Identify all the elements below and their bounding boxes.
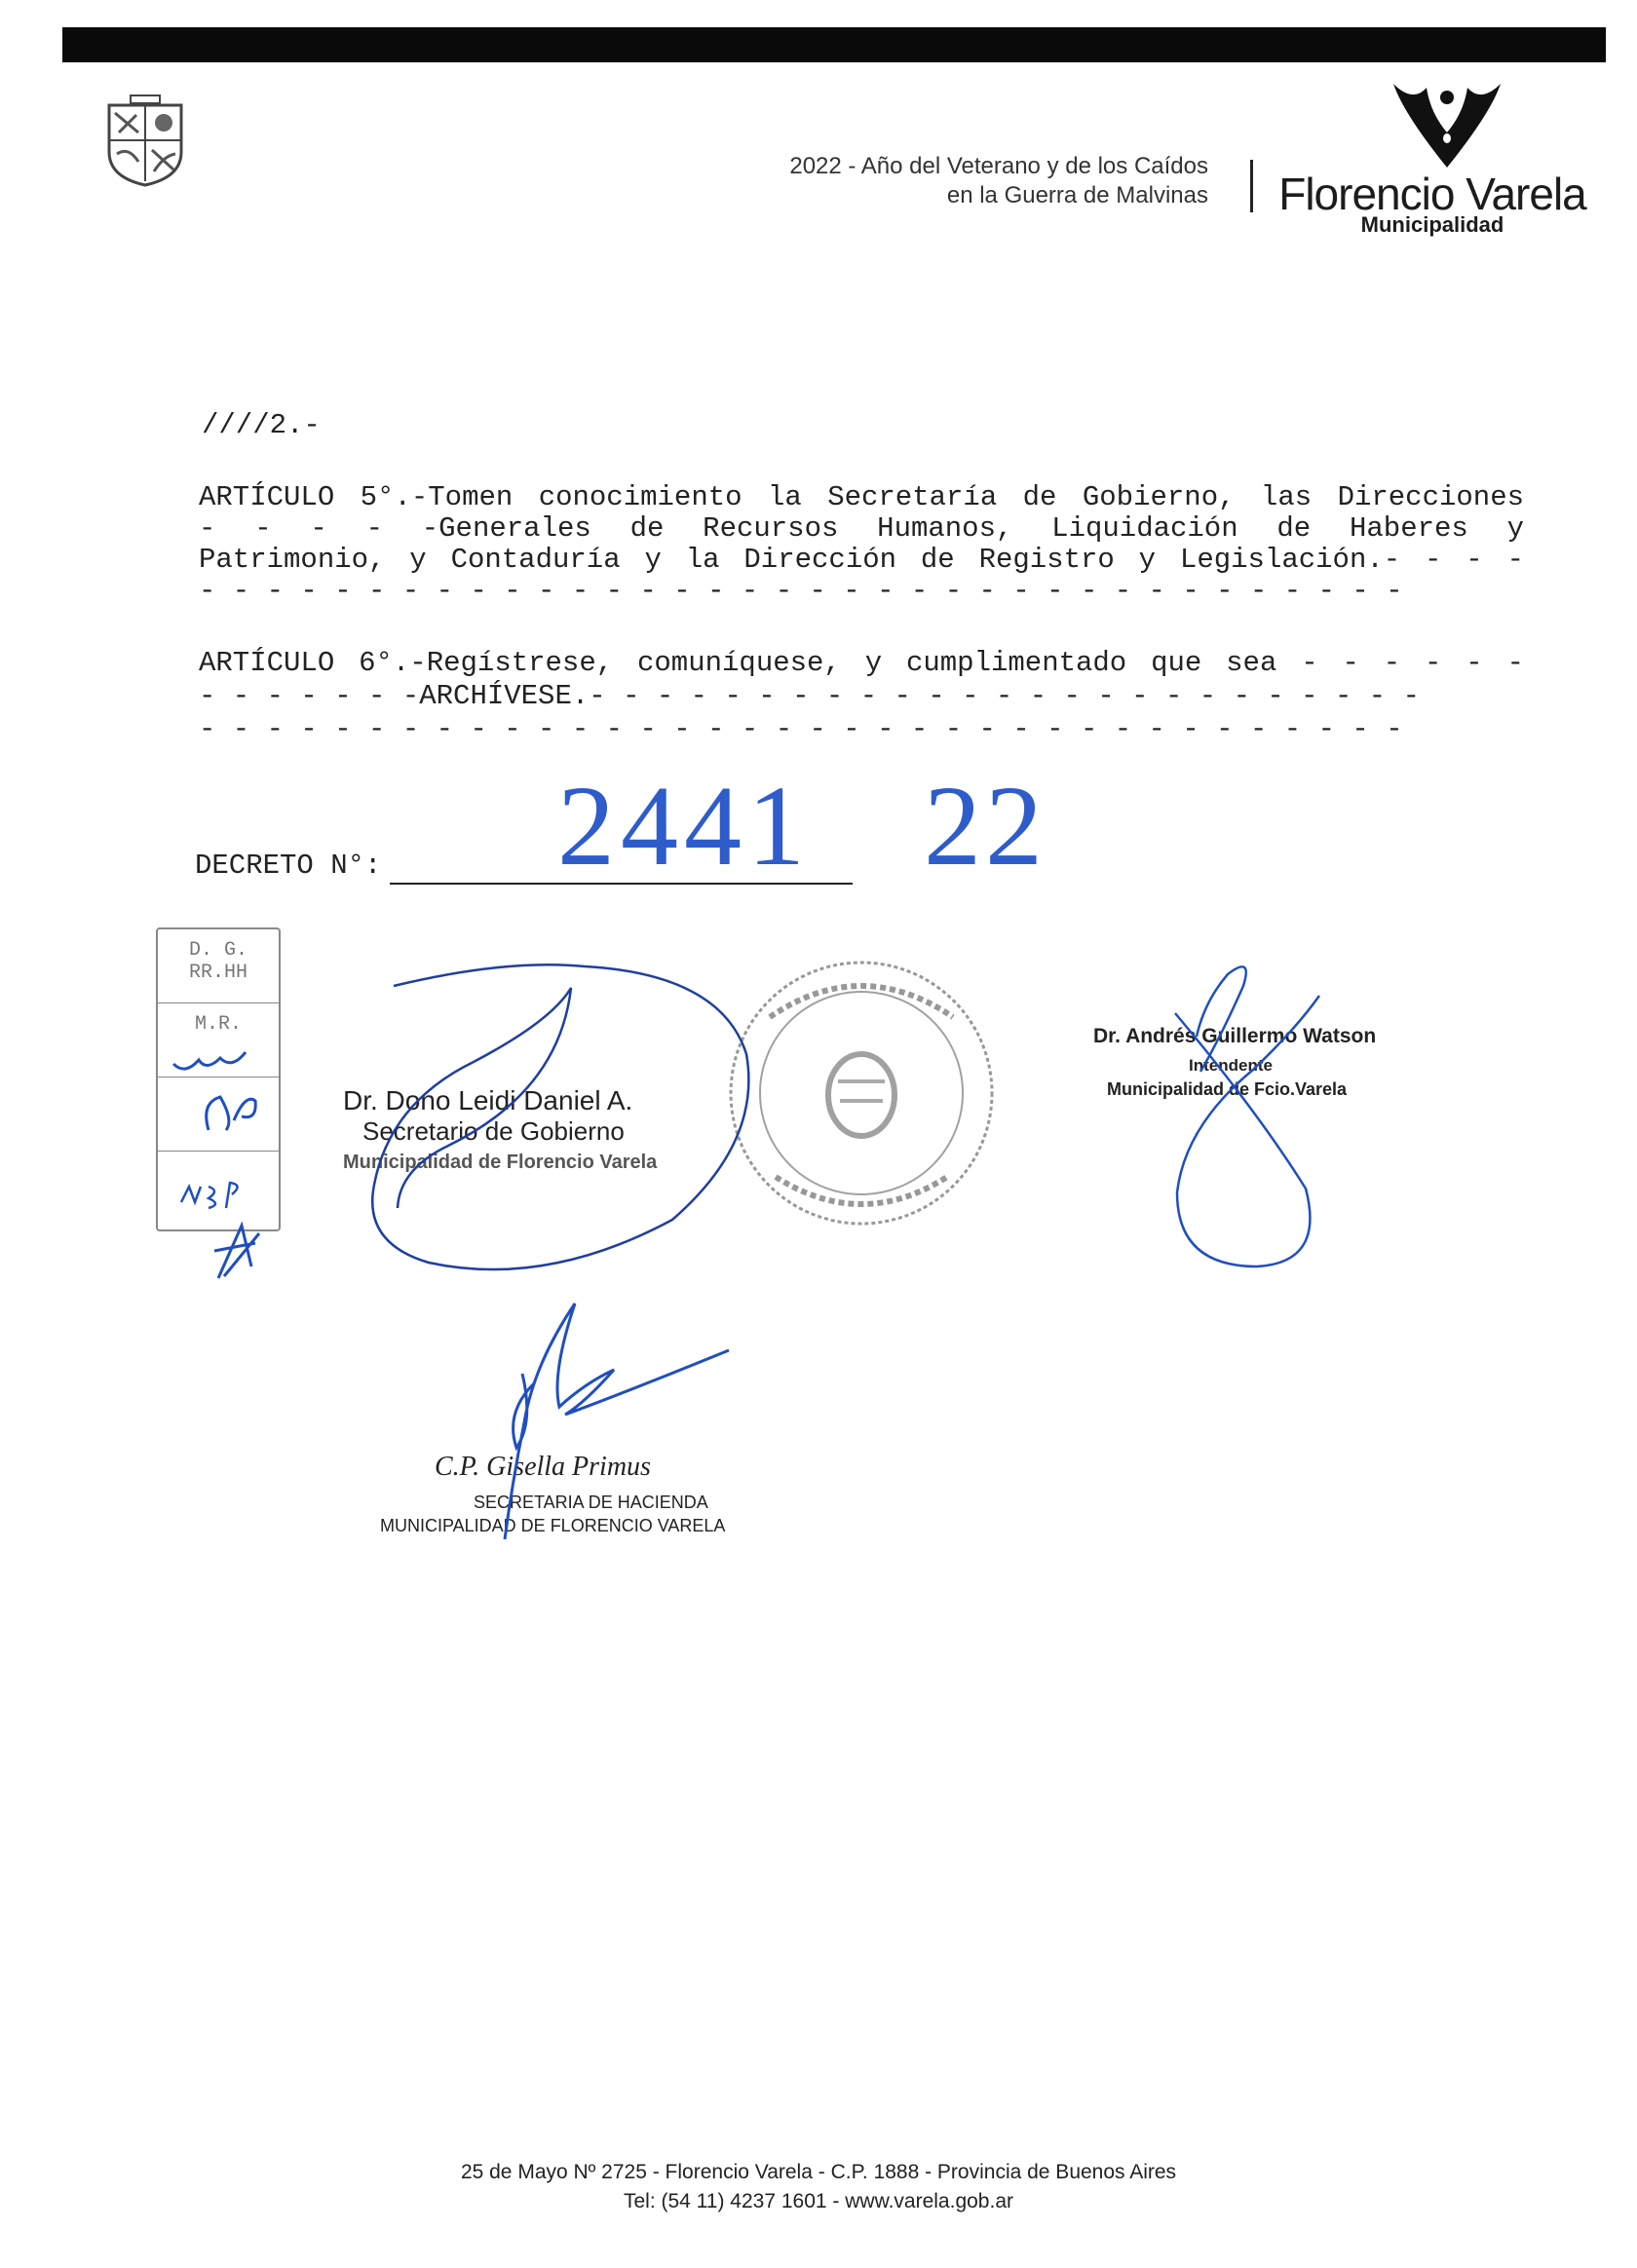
article-6-line-3: - - - - - - - - - - - - - - - - - - - - - - - - - - - - - - - - - - - - xyxy=(199,713,1403,745)
routing-cell-mr: M.R. xyxy=(158,1003,279,1077)
routing-stamp-box xyxy=(156,927,281,1231)
decreto-year-stamp: 22 xyxy=(924,762,1047,889)
article-6-line-1: ARTÍCULO 6°.-Regístrese, comuníquese, y cumplimentado que sea - - - - - - xyxy=(199,647,1524,679)
signature-2-name: Dr. Andrés Guillermo Watson xyxy=(1093,1025,1377,1047)
signature-1-title: Secretario de Gobierno xyxy=(362,1116,625,1146)
decreto-number-stamp: 2441 xyxy=(557,762,811,889)
motto-line-1: 2022 - Año del Veterano y de los Caídos xyxy=(789,153,1208,179)
footer-address: 25 de Mayo Nº 2725 - Florencio Varela - C.P. 1888 - Provincia de Buenos Aires xyxy=(460,2161,1177,2183)
footer-contact: Tel: (54 11) 4237 1601 - www.varela.gob.ar xyxy=(623,2190,1013,2212)
article-5-line-3: Patrimonio, y Contaduría y la Dirección de Registro y Legislación.- - - - xyxy=(199,544,1524,576)
article-6-line-2: - - - - - - -ARCHÍVESE.- - - - - - - - - - - - - - - - - - - - - - - - - xyxy=(199,680,1421,712)
scan-top-bar xyxy=(62,27,1606,62)
decreto-label: DECRETO N°: xyxy=(195,850,382,882)
initials-bottom-scribble xyxy=(214,1226,259,1278)
motto-line-2: en la Guerra de Malvinas xyxy=(946,182,1208,208)
footer xyxy=(292,2158,1345,2216)
signature-3-name: C.P. Gisella Primus xyxy=(435,1452,651,1482)
signature-2-org: Municipalidad de Fcio.Varela xyxy=(1107,1079,1348,1099)
article-5-line-4: - - - - - - - - - - - - - - - - - - - - - - - - - - - - - - - - - - - - xyxy=(199,575,1403,607)
signature-1-name: Dr. Dono Leidi Daniel A. xyxy=(343,1085,633,1115)
article-5-line-1: ARTÍCULO 5°.-Tomen conocimiento la Secretaría de Gobierno, las Direcciones xyxy=(199,481,1524,513)
header-divider xyxy=(1250,160,1253,212)
routing-cell-initials xyxy=(158,1077,279,1152)
florencio-varela-logo-icon xyxy=(1374,74,1520,171)
municipal-crest-icon xyxy=(105,94,185,187)
signature-1-org: Municipalidad de Florencio Varela xyxy=(343,1152,658,1173)
brand-subtitle: Municipalidad xyxy=(1360,212,1504,237)
municipal-seal-icon xyxy=(731,963,992,1224)
article-5-line-2: - - - - -Generales de Recursos Humanos, Liquidación de Haberes y xyxy=(199,512,1524,545)
signature-3-org: MUNICIPALIDAD DE FLORENCIO VARELA xyxy=(380,1516,726,1535)
brand-name: Florencio Varela xyxy=(1278,169,1586,219)
header-motto xyxy=(682,152,1208,210)
signature-3-title: SECRETARIA DE HACIENDA xyxy=(474,1493,708,1512)
page-reference: ////2.- xyxy=(202,409,321,441)
signature-2-stroke xyxy=(1175,966,1319,1266)
signature-2-title: Intendente xyxy=(1189,1056,1273,1075)
routing-cell-mep xyxy=(158,1152,279,1226)
routing-cell-rrhh: D. G. RR.HH xyxy=(158,929,279,1003)
